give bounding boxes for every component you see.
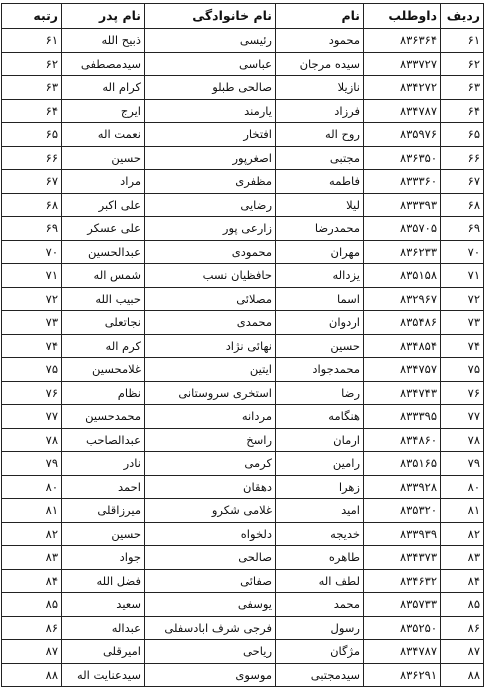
cell-family-name: دهقان <box>145 475 276 499</box>
cell-father-name: سیدمصطفی <box>62 52 145 76</box>
cell-row-number: ۶۶ <box>441 146 484 170</box>
table-row <box>2 76 484 100</box>
cell-name: رضا <box>276 381 364 405</box>
cell-applicant-id: ۸۳۴۷۵۷ <box>364 358 441 382</box>
cell-father-name: محمدحسین <box>62 405 145 429</box>
cell-name: خدیجه <box>276 522 364 546</box>
cell-father-name: غلامحسین <box>62 358 145 382</box>
cell-applicant-id: ۸۳۴۶۳۲ <box>364 569 441 593</box>
cell-applicant-id: ۸۳۳۹۲۸ <box>364 475 441 499</box>
cell-applicant-id: ۸۳۵۹۷۶ <box>364 123 441 147</box>
table-row <box>2 616 484 640</box>
cell-rank: ۸۰ <box>2 475 62 499</box>
cell-family-name: استخری سروستانی <box>145 381 276 405</box>
cell-applicant-id: ۸۳۶۲۹۱ <box>364 663 441 687</box>
cell-row-number: ۷۹ <box>441 452 484 476</box>
cell-name: محمود <box>276 29 364 53</box>
cell-family-name: راسخ <box>145 428 276 452</box>
table-row <box>2 29 484 53</box>
cell-applicant-id: ۸۳۳۳۹۵ <box>364 405 441 429</box>
cell-father-name: سیدعنایت اله <box>62 663 145 687</box>
header-applicant: داوطلب <box>364 4 441 29</box>
cell-rank: ۸۵ <box>2 593 62 617</box>
cell-applicant-id: ۸۳۳۷۲۷ <box>364 52 441 76</box>
cell-father-name: احمد <box>62 475 145 499</box>
cell-applicant-id: ۸۳۵۷۳۳ <box>364 593 441 617</box>
cell-father-name: حبیب الله <box>62 287 145 311</box>
cell-family-name: غلامی شکرو <box>145 499 276 523</box>
cell-applicant-id: ۸۳۶۲۳۳ <box>364 240 441 264</box>
cell-name: اسما <box>276 287 364 311</box>
table-row <box>2 569 484 593</box>
cell-father-name: کرم اله <box>62 334 145 358</box>
table-row <box>2 593 484 617</box>
cell-family-name: مصلائی <box>145 287 276 311</box>
table-row <box>2 52 484 76</box>
cell-name: ارمان <box>276 428 364 452</box>
cell-family-name: کرمی <box>145 452 276 476</box>
cell-name: مجتبی <box>276 146 364 170</box>
cell-family-name: رئیسی <box>145 29 276 53</box>
cell-row-number: ۸۳ <box>441 546 484 570</box>
cell-row-number: ۶۷ <box>441 170 484 194</box>
cell-applicant-id: ۸۳۴۷۴۳ <box>364 381 441 405</box>
cell-father-name: نعمت اله <box>62 123 145 147</box>
cell-father-name: عبداله <box>62 616 145 640</box>
cell-name: اردوان <box>276 311 364 335</box>
header-rank: رتبه <box>2 4 62 29</box>
cell-rank: ۷۶ <box>2 381 62 405</box>
cell-name: سیده مرجان <box>276 52 364 76</box>
cell-father-name: عبدالحسین <box>62 240 145 264</box>
cell-applicant-id: ۸۳۳۹۳۹ <box>364 522 441 546</box>
table-row <box>2 193 484 217</box>
cell-row-number: ۸۷ <box>441 640 484 664</box>
cell-rank: ۸۷ <box>2 640 62 664</box>
cell-father-name: حسین <box>62 522 145 546</box>
cell-name: یزداله <box>276 264 364 288</box>
cell-applicant-id: ۸۳۵۱۵۸ <box>364 264 441 288</box>
cell-name: سیدمجتبی <box>276 663 364 687</box>
cell-row-number: ۷۰ <box>441 240 484 264</box>
results-table <box>1 3 484 687</box>
table-row <box>2 381 484 405</box>
cell-name: مژگان <box>276 640 364 664</box>
cell-father-name: نجاتعلی <box>62 311 145 335</box>
cell-rank: ۷۹ <box>2 452 62 476</box>
cell-applicant-id: ۸۳۴۷۸۷ <box>364 640 441 664</box>
cell-family-name: حافظیان نسب <box>145 264 276 288</box>
cell-rank: ۶۲ <box>2 52 62 76</box>
cell-applicant-id: ۸۳۴۷۸۷ <box>364 99 441 123</box>
cell-family-name: یوسفی <box>145 593 276 617</box>
cell-father-name: حسین <box>62 146 145 170</box>
cell-row-number: ۷۶ <box>441 381 484 405</box>
cell-row-number: ۶۴ <box>441 99 484 123</box>
cell-applicant-id: ۸۳۴۸۶۰ <box>364 428 441 452</box>
cell-rank: ۸۴ <box>2 569 62 593</box>
cell-applicant-id: ۸۳۳۳۶۰ <box>364 170 441 194</box>
cell-rank: ۷۲ <box>2 287 62 311</box>
cell-applicant-id: ۸۳۶۳۵۰ <box>364 146 441 170</box>
cell-father-name: شمس اله <box>62 264 145 288</box>
table-row <box>2 287 484 311</box>
cell-father-name: فضل الله <box>62 569 145 593</box>
cell-family-name: زارعی پور <box>145 217 276 241</box>
cell-family-name: اصغرپور <box>145 146 276 170</box>
cell-row-number: ۷۵ <box>441 358 484 382</box>
cell-row-number: ۶۸ <box>441 193 484 217</box>
cell-family-name: نهائی نژاد <box>145 334 276 358</box>
cell-father-name: مراد <box>62 170 145 194</box>
cell-applicant-id: ۸۳۲۹۶۷ <box>364 287 441 311</box>
cell-family-name: دلخواه <box>145 522 276 546</box>
cell-father-name: نظام <box>62 381 145 405</box>
cell-rank: ۷۵ <box>2 358 62 382</box>
cell-rank: ۸۶ <box>2 616 62 640</box>
cell-rank: ۷۰ <box>2 240 62 264</box>
cell-row-number: ۷۱ <box>441 264 484 288</box>
cell-rank: ۷۴ <box>2 334 62 358</box>
cell-row-number: ۷۸ <box>441 428 484 452</box>
cell-father-name: کرام اله <box>62 76 145 100</box>
cell-name: لطف اله <box>276 569 364 593</box>
cell-name: فاطمه <box>276 170 364 194</box>
cell-row-number: ۷۴ <box>441 334 484 358</box>
cell-name: محمد <box>276 593 364 617</box>
table-row <box>2 146 484 170</box>
cell-applicant-id: ۸۳۵۳۲۰ <box>364 499 441 523</box>
table-row <box>2 264 484 288</box>
table-row <box>2 428 484 452</box>
cell-family-name: ریاحی <box>145 640 276 664</box>
table-row <box>2 123 484 147</box>
cell-name: نازیلا <box>276 76 364 100</box>
cell-family-name: صالحی <box>145 546 276 570</box>
table-row <box>2 546 484 570</box>
cell-applicant-id: ۸۳۵۲۵۰ <box>364 616 441 640</box>
table-body <box>2 29 484 687</box>
table-row <box>2 170 484 194</box>
cell-row-number: ۸۴ <box>441 569 484 593</box>
cell-father-name: جواد <box>62 546 145 570</box>
cell-family-name: افتخار <box>145 123 276 147</box>
cell-father-name: میرزاقلی <box>62 499 145 523</box>
cell-family-name: صفائی <box>145 569 276 593</box>
cell-applicant-id: ۸۳۴۲۷۲ <box>364 76 441 100</box>
cell-family-name: محمودی <box>145 240 276 264</box>
cell-row-number: ۸۲ <box>441 522 484 546</box>
cell-row-number: ۶۲ <box>441 52 484 76</box>
cell-row-number: ۶۳ <box>441 76 484 100</box>
cell-name: محمدرضا <box>276 217 364 241</box>
cell-rank: ۶۸ <box>2 193 62 217</box>
table-row <box>2 522 484 546</box>
cell-rank: ۶۹ <box>2 217 62 241</box>
header-row-number: ردیف <box>441 4 484 29</box>
cell-father-name: نادر <box>62 452 145 476</box>
cell-row-number: ۶۹ <box>441 217 484 241</box>
cell-family-name: موسوی <box>145 663 276 687</box>
cell-applicant-id: ۸۳۵۱۶۵ <box>364 452 441 476</box>
table-row <box>2 217 484 241</box>
cell-family-name: عباسی <box>145 52 276 76</box>
cell-rank: ۷۸ <box>2 428 62 452</box>
cell-rank: ۷۷ <box>2 405 62 429</box>
table-row <box>2 358 484 382</box>
cell-name: طاهره <box>276 546 364 570</box>
header-father: نام پدر <box>62 4 145 29</box>
table-row <box>2 405 484 429</box>
cell-family-name: یارمند <box>145 99 276 123</box>
cell-rank: ۷۱ <box>2 264 62 288</box>
cell-rank: ۷۳ <box>2 311 62 335</box>
cell-name: رسول <box>276 616 364 640</box>
table-row <box>2 499 484 523</box>
cell-rank: ۶۵ <box>2 123 62 147</box>
cell-name: فرزاد <box>276 99 364 123</box>
cell-family-name: ایتین <box>145 358 276 382</box>
cell-rank: ۸۸ <box>2 663 62 687</box>
cell-row-number: ۸۸ <box>441 663 484 687</box>
table-row <box>2 663 484 687</box>
table-row <box>2 311 484 335</box>
results-sheet <box>2 3 484 687</box>
header-row <box>2 4 484 29</box>
cell-applicant-id: ۸۳۴۸۵۴ <box>364 334 441 358</box>
cell-rank: ۶۳ <box>2 76 62 100</box>
cell-rank: ۶۷ <box>2 170 62 194</box>
header-name: نام <box>276 4 364 29</box>
table-row <box>2 334 484 358</box>
cell-family-name: مظفری <box>145 170 276 194</box>
cell-rank: ۶۴ <box>2 99 62 123</box>
cell-name: حسین <box>276 334 364 358</box>
cell-rank: ۸۱ <box>2 499 62 523</box>
table-row <box>2 640 484 664</box>
cell-row-number: ۸۶ <box>441 616 484 640</box>
cell-father-name: ذبیح الله <box>62 29 145 53</box>
cell-family-name: محمدی <box>145 311 276 335</box>
cell-name: رامین <box>276 452 364 476</box>
table-row <box>2 475 484 499</box>
cell-applicant-id: ۸۳۵۷۰۵ <box>364 217 441 241</box>
cell-applicant-id: ۸۳۳۳۹۳ <box>364 193 441 217</box>
cell-family-name: رضایی <box>145 193 276 217</box>
cell-father-name: عبدالصاحب <box>62 428 145 452</box>
cell-row-number: ۷۳ <box>441 311 484 335</box>
cell-name: روح اله <box>276 123 364 147</box>
cell-father-name: علی اکبر <box>62 193 145 217</box>
cell-father-name: ایرج <box>62 99 145 123</box>
cell-rank: ۸۳ <box>2 546 62 570</box>
header-family: نام خانوادگی <box>145 4 276 29</box>
cell-row-number: ۶۱ <box>441 29 484 53</box>
cell-rank: ۶۶ <box>2 146 62 170</box>
table-row <box>2 452 484 476</box>
cell-father-name: علی عسکر <box>62 217 145 241</box>
cell-applicant-id: ۸۳۴۳۷۳ <box>364 546 441 570</box>
cell-name: زهرا <box>276 475 364 499</box>
cell-rank: ۶۱ <box>2 29 62 53</box>
cell-name: لیلا <box>276 193 364 217</box>
cell-row-number: ۸۱ <box>441 499 484 523</box>
cell-row-number: ۶۵ <box>441 123 484 147</box>
cell-family-name: مردانه <box>145 405 276 429</box>
cell-family-name: فرجی شرف ابادسفلی <box>145 616 276 640</box>
cell-row-number: ۸۵ <box>441 593 484 617</box>
cell-applicant-id: ۸۳۵۴۸۶ <box>364 311 441 335</box>
table-row <box>2 240 484 264</box>
cell-row-number: ۸۰ <box>441 475 484 499</box>
cell-applicant-id: ۸۳۶۳۶۴ <box>364 29 441 53</box>
cell-name: هنگامه <box>276 405 364 429</box>
cell-row-number: ۷۷ <box>441 405 484 429</box>
cell-name: امید <box>276 499 364 523</box>
table-row <box>2 99 484 123</box>
cell-row-number: ۷۲ <box>441 287 484 311</box>
cell-father-name: سعید <box>62 593 145 617</box>
cell-rank: ۸۲ <box>2 522 62 546</box>
cell-family-name: صالحی طبلو <box>145 76 276 100</box>
cell-father-name: امیرقلی <box>62 640 145 664</box>
cell-name: محمدجواد <box>276 358 364 382</box>
cell-name: مهران <box>276 240 364 264</box>
